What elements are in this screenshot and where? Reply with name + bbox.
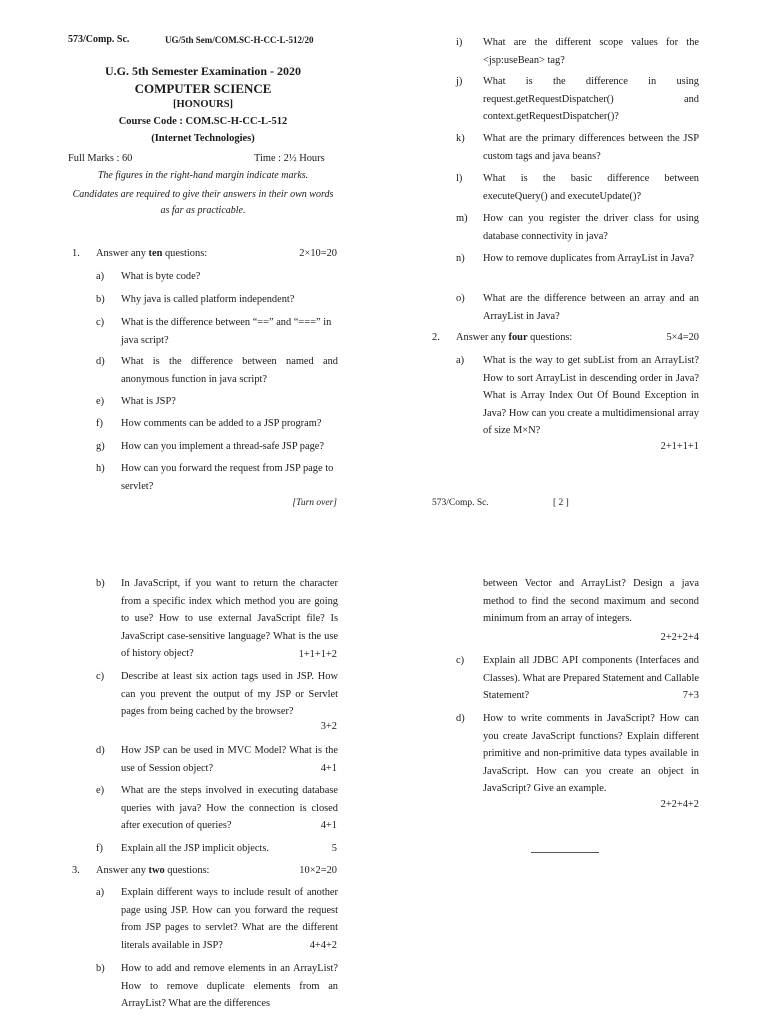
course-code-header: UG/5th Sem/COM.SC-H-CC-L-512/20 [165, 35, 314, 45]
item-text: How to remove duplicates from ArrayList in Java? [483, 253, 694, 264]
question-item [456, 210, 699, 246]
paper-code-header: 573/Comp. Sc. [68, 34, 130, 45]
question-number: 1. [72, 248, 80, 259]
item-label: d) [456, 713, 465, 724]
item-text: What is the difference in using request.getRequestDispatcher() and context.getRequestDispatcher()? [483, 76, 699, 122]
question-item [96, 268, 338, 286]
item-text: What are the steps involved in executing database queries with java? How the connection is closed after execution of queries? [121, 785, 338, 831]
question-item [96, 415, 338, 433]
question-instruction: Answer any ten questions: [96, 248, 208, 259]
question-number: 3. [72, 865, 80, 876]
question-item [456, 250, 699, 286]
item-label: d) [96, 356, 105, 367]
question-marks: 10×2=20 [299, 865, 337, 876]
page-number: [ 2 ] [553, 498, 569, 508]
question-item [456, 710, 699, 800]
honours-label: [HONOURS] [172, 99, 234, 110]
item-text: How comments can be added to a JSP program? [121, 418, 322, 429]
question-item [456, 352, 699, 440]
question-item [96, 314, 338, 350]
item-marks: 7+3 [682, 690, 699, 701]
item-marks: 2+2+4+2 [660, 799, 699, 810]
question-number: 2. [432, 332, 440, 343]
item-marks: 1+1+1+2 [298, 649, 337, 660]
question-item [96, 960, 338, 1014]
item-label: b) [96, 963, 105, 974]
item-marks: 5 [331, 843, 337, 854]
item-text: What are the different scope values for the <jsp:useBean> tag? [483, 37, 699, 66]
item-label: e) [96, 785, 105, 796]
item-label: k) [456, 133, 465, 144]
item-marks: 2+1+1+1 [660, 441, 699, 452]
item-marks: 2+2+2+4 [660, 632, 699, 643]
item-label: o) [456, 293, 465, 304]
exam-title: U.G. 5th Semester Examination - 2020 [104, 64, 302, 78]
item-label: e) [96, 396, 105, 407]
item-label: d) [96, 745, 105, 756]
item-text: What is the difference between “==” and “===” in java script? [121, 317, 332, 346]
end-of-paper-rule [531, 852, 599, 853]
item-text: Describe at least six action tags used in JSP. How can you prevent the output of my JSP or Servlet pages from being cached by the browser? [121, 671, 338, 717]
item-text: What is the basic difference between executeQuery() and executeUpdate()? [483, 173, 699, 202]
turn-over-note: [Turn over] [292, 498, 337, 508]
item-label: i) [456, 37, 463, 48]
item-text: What is the difference between named and anonymous function in java script? [121, 356, 338, 385]
item-text: What is JSP? [121, 396, 176, 407]
item-text: Why java is called platform independent? [121, 294, 295, 305]
item-text: In JavaScript, if you want to return the character from a specific index which method you are going to use? How to use external JavaScript file? Is JavaScript case-sensitive language? What is the use of history object? [121, 578, 338, 659]
full-marks: Full Marks : 60 [68, 153, 133, 164]
item-text: What is the way to get subList from an ArrayList? How to sort ArrayList in descending order in Java? What is Array Index Out Of Bound Exception in Java? How can you create a multidimensional array of size M×N? [483, 355, 699, 436]
item-text: How to add and remove elements in an ArrayList? How to remove duplicate elements from an ArrayList? What are the differences [121, 963, 338, 1009]
item-text: How JSP can be used in MVC Model? What is the use of Session object? [121, 745, 338, 774]
question-item [96, 393, 338, 411]
question-item [96, 668, 338, 722]
question-item [456, 34, 699, 70]
item-label: b) [96, 578, 105, 589]
item-text: Explain different ways to include result of another page using JSP. How can you forward the request from JSP pages to servlet? What are the different literals available in JSP? [121, 887, 338, 951]
item-marks: 3+2 [320, 721, 337, 732]
item-label: l) [456, 173, 463, 184]
item-label: c) [96, 671, 105, 682]
item-text: How to write comments in JavaScript? How can you create JavaScript functions? Explain different primitive and non-primitive data types available in JavaScript. How can you create an object in JavaScript? Give an example. [483, 713, 699, 794]
item-marks: 4+1 [320, 763, 337, 774]
question-item [96, 460, 338, 496]
course-name: (Internet Technologies) [151, 133, 255, 144]
item-text: What are the difference between an array and an ArrayList in Java? [483, 293, 699, 322]
item-marks: 4+4+2 [309, 940, 337, 951]
item-label: b) [96, 294, 105, 305]
item-label: h) [96, 463, 105, 474]
item-label: a) [96, 271, 105, 282]
item-marks: 4+1 [320, 820, 337, 831]
item-text: How can you register the driver class for using database connectivity in java? [483, 213, 699, 242]
item-label: f) [96, 418, 103, 429]
question-instruction: Answer any four questions: [456, 332, 573, 343]
question-marks: 2×10=20 [299, 248, 337, 259]
item-text: What is byte code? [121, 271, 201, 282]
item-text: between Vector and ArrayList? Design a java method to find the second maximum and second minimum from an array of integers. [483, 578, 699, 624]
item-label: a) [456, 355, 465, 366]
item-text: How can you forward the request from JSP page to servlet? [121, 463, 334, 492]
question-item [96, 438, 338, 456]
item-text: How can you implement a thread-safe JSP page? [121, 441, 325, 452]
question-item [456, 290, 699, 326]
item-label: f) [96, 843, 103, 854]
item-label: g) [96, 441, 105, 452]
item-label: c) [456, 655, 465, 666]
instruction-answers: Candidates are required to give their answers in their own words as far as practicable. [72, 189, 334, 216]
question-item [456, 73, 699, 127]
question-marks: 5×4=20 [666, 332, 699, 343]
question-item [96, 353, 338, 389]
item-text: What are the primary differences between the JSP custom tags and java beans? [483, 133, 699, 162]
page-footer-code: 573/Comp. Sc. [432, 498, 489, 508]
item-text: Explain all JDBC API components (Interfaces and Classes). What are Prepared Statement and Callable Statement? [483, 655, 699, 701]
question-item [96, 291, 338, 309]
item-label: c) [96, 317, 105, 328]
item-label: n) [456, 253, 465, 264]
question-item [456, 170, 699, 206]
item-label: a) [96, 887, 105, 898]
course-code-line: Course Code : COM.SC-H-CC-L-512 [118, 116, 288, 127]
time-allowed: Time : 2½ Hours [254, 153, 325, 164]
subject-title: COMPUTER SCIENCE [134, 81, 272, 96]
item-label: m) [456, 213, 468, 224]
instruction-marks: The figures in the right-hand margin indicate marks. [97, 170, 309, 181]
item-text: Explain all the JSP implicit objects. [121, 843, 269, 854]
question-instruction: Answer any two questions: [96, 865, 210, 876]
question-item [456, 130, 699, 166]
item-label: j) [456, 76, 463, 87]
question-item-continued [483, 575, 699, 629]
